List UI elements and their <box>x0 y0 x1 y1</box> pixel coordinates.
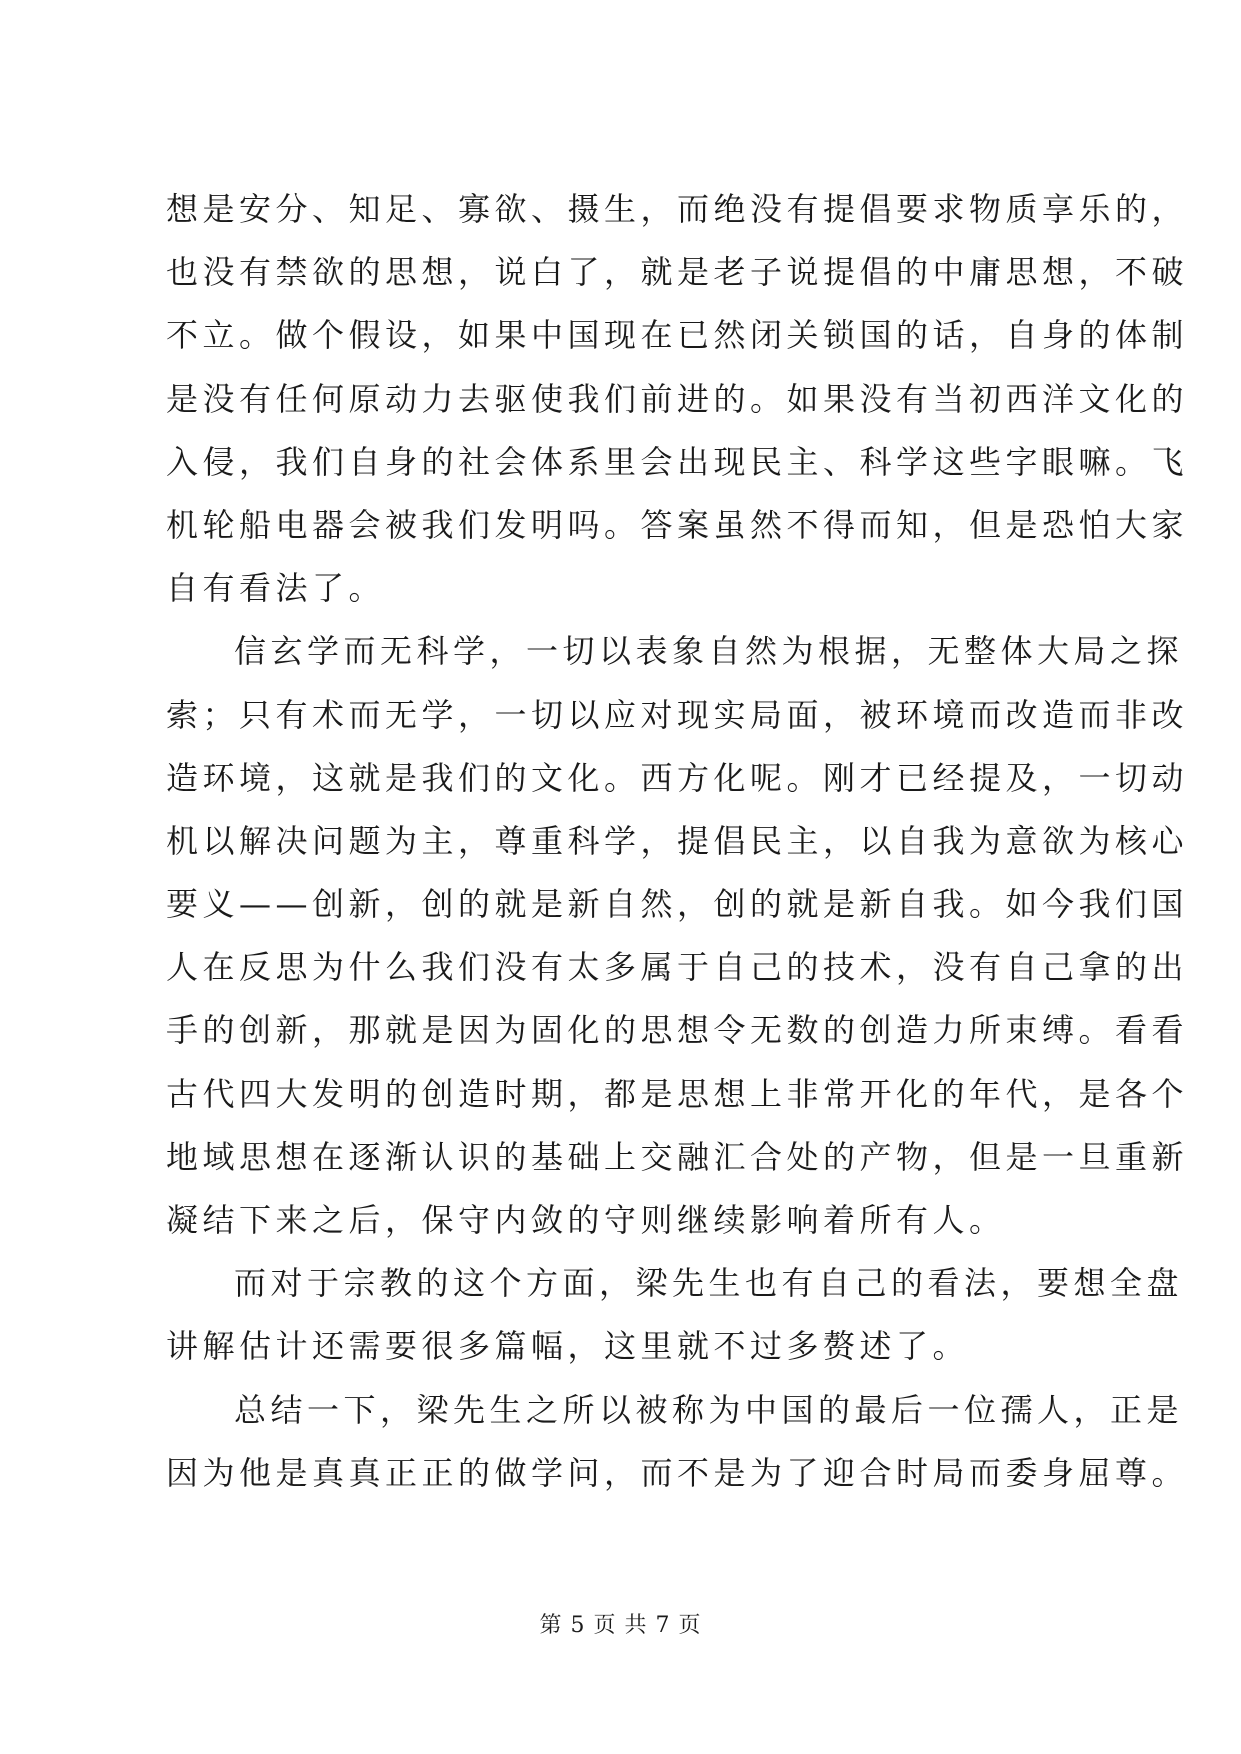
text-line: 因为他是真真正正的做学问，而不是为了迎合时局而委身屈尊。 <box>166 1453 1189 1492</box>
paragraph <box>166 1252 1184 1378</box>
text-line: 是没有任何原动力去驱使我们前进的。如果没有当初西洋文化的 <box>166 379 1189 418</box>
text-line: 不立。做个假设，如果中国现在已然闭关锁国的话，自身的体制 <box>166 316 1189 355</box>
text-line: 而对于宗教的这个方面，梁先生也有自己的看法，要想全盘 <box>234 1264 1184 1303</box>
text-line: 机轮船电器会被我们发明吗。答案虽然不得而知，但是恐怕大家 <box>166 505 1189 544</box>
body-text <box>166 178 1189 1505</box>
text-line: 手的创新，那就是因为固化的思想令无数的创造力所束缚。看看 <box>166 1011 1189 1050</box>
page-footer: 第 5 页 共 7 页 <box>539 1613 702 1638</box>
text-line: 自有看法了。 <box>166 569 386 608</box>
text-line: 入侵，我们自身的社会体系里会出现民主、科学这些字眼嘛。飞 <box>166 442 1189 481</box>
text-line: 信玄学而无科学，一切以表象自然为根据，无整体大局之探 <box>234 632 1184 671</box>
paragraph <box>166 1379 1189 1505</box>
text-line: 凝结下来之后，保守内敛的守则继续影响着所有人。 <box>166 1201 1006 1239</box>
text-line: 要义——创新，创的就是新自然，创的就是新自我。如今我们国 <box>166 885 1189 924</box>
text-line: 机以解决问题为主，尊重科学，提倡民主，以自我为意欲为核心 <box>166 821 1189 860</box>
text-line: 造环境，这就是我们的文化。西方化呢。刚才已经提及，一切动 <box>166 758 1189 797</box>
text-line: 总结一下，梁先生之所以被称为中国的最后一位孺人，正是 <box>234 1390 1184 1429</box>
text-line: 讲解估计还需要很多篇幅，这里就不过多赘述了。 <box>166 1327 970 1366</box>
text-line: 索；只有术而无学，一切以应对现实局面，被环境而改造而非改 <box>166 695 1189 734</box>
paragraph <box>166 178 1189 620</box>
text-line: 想是安分、知足、寡欲、摄生，而绝没有提倡要求物质享乐的， <box>166 190 1189 228</box>
paragraph <box>166 620 1189 1252</box>
text-line: 人在反思为什么我们没有太多属于自己的技术，没有自己拿的出 <box>166 948 1189 987</box>
text-line: 古代四大发明的创造时期，都是思想上非常开化的年代，是各个 <box>166 1074 1189 1113</box>
text-line: 也没有禁欲的思想，说白了，就是老子说提倡的中庸思想，不破 <box>166 253 1189 292</box>
text-line: 地域思想在逐渐认识的基础上交融汇合处的产物，但是一旦重新 <box>166 1137 1189 1176</box>
